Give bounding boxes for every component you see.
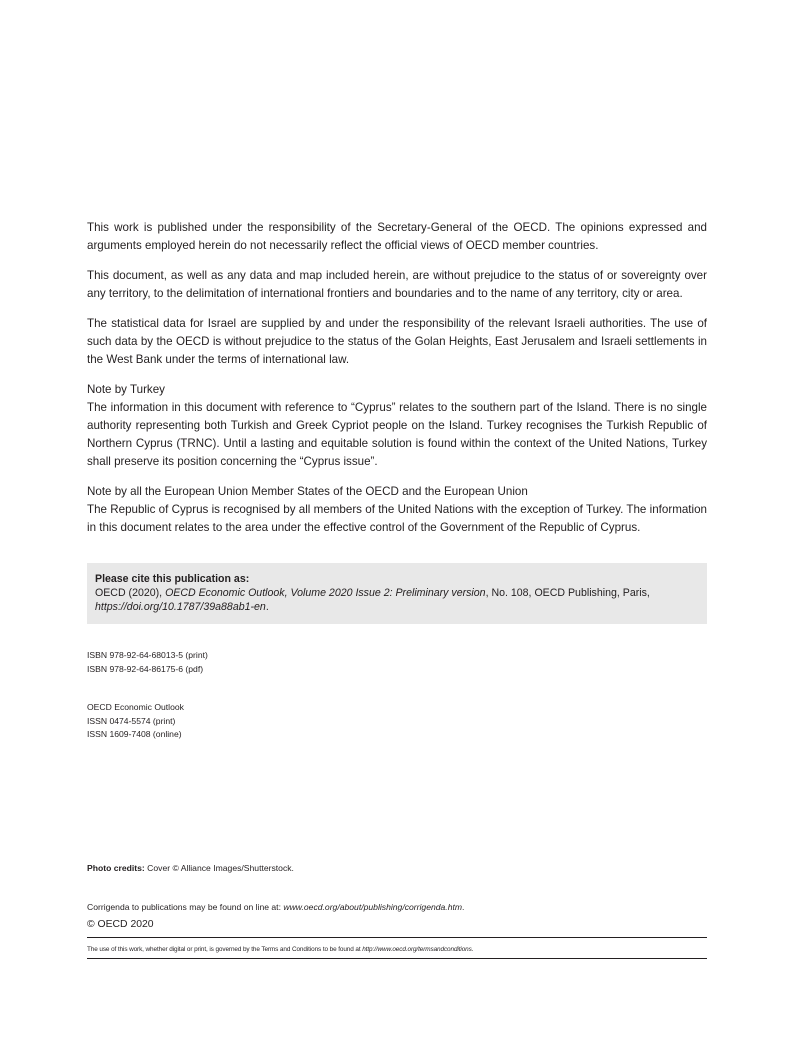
- corrigenda-link[interactable]: www.oecd.org/about/publishing/corrigenda.htm: [283, 902, 463, 912]
- note-by-turkey-body: The information in this document with reference to “Cyprus” relates to the southern part of the Island. There is no single authority representing both Turkish and Greek Cypriot people on the Island. Turkey recognises the Turkish Republic of Northern Cyprus (TRNC). Until a lasting and equitable solution is found within the context of the United Nations, Turkey shall preserve its position concerning the “Cyprus issue”.: [87, 401, 707, 468]
- citation-text: [95, 572, 699, 614]
- photo-credits: [87, 862, 294, 876]
- citation-title: OECD Economic Outlook, Volume 2020 Issue 2: Preliminary version: [165, 587, 486, 599]
- disclaimer-territory: This document, as well as any data and map included herein, are without prejudice to the status of or sovereignty over any territory, to the delimitation of international frontiers and boundaries and to the name of any territory, city or area.: [87, 269, 707, 300]
- series-name: OECD Economic Outlook: [87, 702, 184, 712]
- disclaimer-responsibility: This work is published under the responsibility of the Secretary-General of the OECD. The opinions expressed and arguments employed herein do not necessarily reflect the official views of OECD member countries.: [87, 221, 707, 252]
- copyright: © OECD 2020: [87, 919, 154, 930]
- note-by-turkey: [87, 381, 707, 471]
- isbn-print: ISBN 978-92-64-68013-5 (print): [87, 650, 208, 660]
- note-by-eu-body: The Republic of Cyprus is recognised by all members of the United Nations with the exception of Turkey. The information in this document relates to the area under the effective control of the Government of the Republic of Cyprus.: [87, 503, 707, 534]
- note-by-eu-title: Note by all the European Union Member States of the OECD and the European Union: [87, 485, 528, 498]
- citation-suffix: , No. 108, OECD Publishing, Paris,: [485, 587, 650, 599]
- series-block: [87, 701, 184, 742]
- citation-doi-end: .: [265, 601, 269, 613]
- disclaimer-israel: The statistical data for Israel are supplied by and under the responsibility of the relevant Israeli authorities. The use of such data by the OECD is without prejudice to the status of the Golan Heights, East Jerusalem and Israeli settlements in the West Bank under the terms of international law.: [87, 317, 707, 366]
- divider-bottom: [87, 958, 707, 959]
- isbn-block: [87, 649, 208, 676]
- terms-of-use: [87, 945, 473, 954]
- photo-credits-label: Photo credits:: [87, 863, 145, 873]
- note-by-turkey-title: Note by Turkey: [87, 383, 165, 396]
- citation-doi-link[interactable]: https://doi.org/10.1787/39a88ab1-en: [95, 601, 266, 613]
- terms-text: The use of this work, whether digital or print, is governed by the Terms and Conditions to be found at: [87, 946, 363, 953]
- note-by-eu: [87, 483, 707, 537]
- terms-end: .: [471, 946, 474, 953]
- citation-prefix: OECD (2020),: [95, 587, 166, 599]
- terms-link[interactable]: http://www.oecd.org/termsandconditions: [362, 946, 472, 953]
- corrigenda-text: Corrigenda to publications may be found on line at:: [87, 902, 284, 912]
- corrigenda: [87, 901, 464, 915]
- citation-label: Please cite this publication as:: [95, 573, 250, 585]
- corrigenda-end: .: [462, 902, 465, 912]
- photo-credits-text: Cover © Alliance Images/Shutterstock.: [144, 863, 294, 873]
- issn-online: ISSN 1609-7408 (online): [87, 729, 182, 739]
- citation-box: [87, 563, 707, 624]
- issn-print: ISSN 0474-5574 (print): [87, 715, 176, 726]
- divider-top: [87, 937, 707, 938]
- isbn-pdf: ISBN 978-92-64-86175-6 (pdf): [87, 663, 204, 674]
